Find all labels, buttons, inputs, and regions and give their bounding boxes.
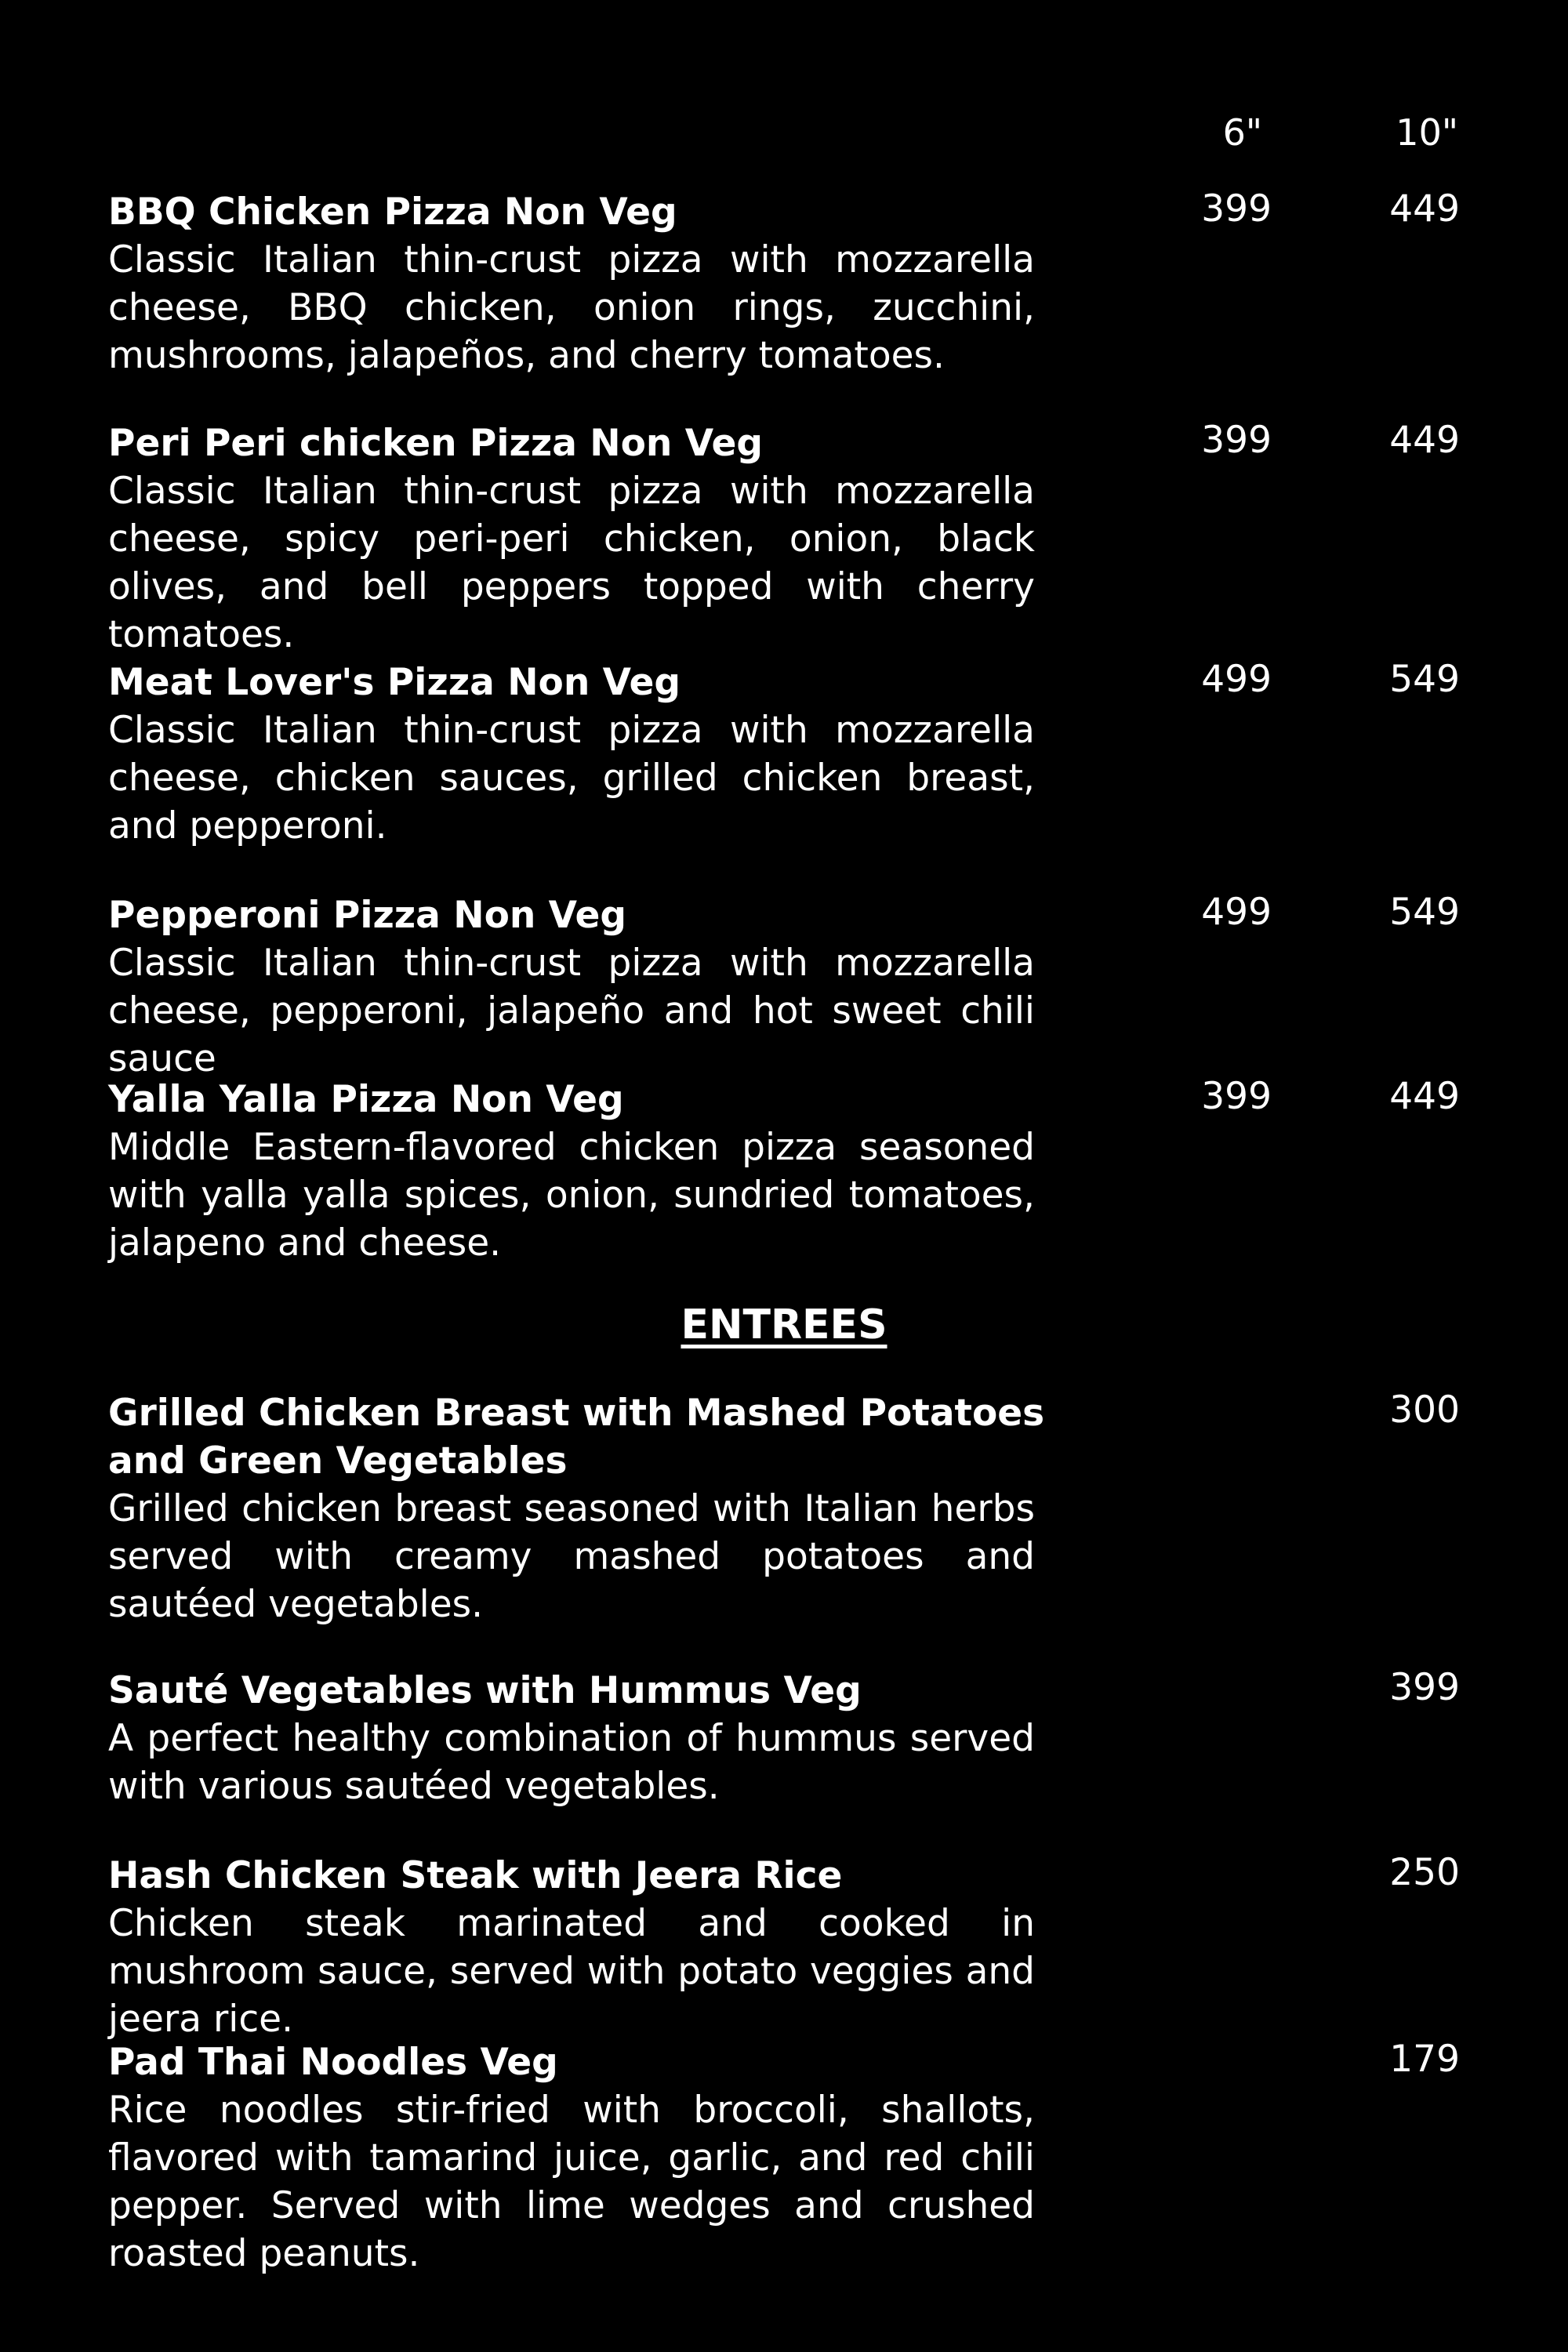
item-description: Classic Italian thin-crust pizza with mozzarella cheese, BBQ chicken, onion rings, zucchini, mushrooms, jalapeños, and cherry tomatoes. (108, 238, 1035, 377)
menu-item-hash-chicken-steak (108, 1852, 1035, 2043)
section-heading-entrees: ENTREES (681, 1301, 887, 1348)
price: 300 (1389, 1388, 1460, 1432)
item-description: Classic Italian thin-crust pizza with mozzarella cheese, spicy peri-peri chicken, onion, black olives, and bell peppers topped with cherry tomatoes. (108, 470, 1035, 656)
price-10-inch: 449 (1389, 187, 1460, 230)
price: 399 (1389, 1666, 1460, 1709)
item-name-line-1: Grilled Chicken Breast with Mashed Potatoes (108, 1392, 1045, 1435)
item-description: Classic Italian thin-crust pizza with mozzarella cheese, chicken sauces, grilled chicken breast, and pepperoni. (108, 709, 1035, 848)
price-6-inch: 499 (1201, 891, 1272, 934)
price-6-inch: 399 (1201, 1075, 1272, 1118)
price-10-inch: 449 (1389, 1075, 1460, 1118)
item-name: Pad Thai Noodles Veg (108, 2041, 558, 2084)
item-name: Hash Chicken Steak with Jeera Rice (108, 1854, 843, 1897)
menu-item-meat-lovers-pizza (108, 659, 1035, 850)
item-description: Grilled chicken breast seasoned with Italian herbs served with creamy mashed potatoes and sautéed vegetables. (108, 1487, 1035, 1626)
item-name: Yalla Yalla Pizza Non Veg (108, 1078, 624, 1121)
item-description: Classic Italian thin-crust pizza with mozzarella cheese, pepperoni, jalapeño and hot sweet chili sauce (108, 942, 1035, 1080)
item-description: Rice noodles stir-fried with broccoli, shallots, flavored with tamarind juice, garlic, and red chili pepper. Served with lime wedges and crushed roasted peanuts. (108, 2089, 1035, 2275)
item-name: Peri Peri chicken Pizza Non Veg (108, 422, 764, 465)
menu-item-grilled-chicken-breast (108, 1389, 1044, 1628)
size-header-10-inch: 10" (1396, 111, 1458, 154)
size-header-6-inch: 6" (1222, 111, 1262, 154)
menu-item-pepperoni-pizza (108, 891, 1035, 1083)
menu-item-bbq-chicken-pizza (108, 188, 1035, 379)
item-name: Pepperoni Pizza Non Veg (108, 894, 627, 937)
item-description: Middle Eastern-flavored chicken pizza seasoned with yalla yalla spices, onion, sundried tomatoes, jalapeno and cheese. (108, 1126, 1035, 1265)
menu-item-yalla-yalla-pizza (108, 1076, 1035, 1267)
menu-item-saute-vegetables-hummus (108, 1667, 1035, 1810)
menu-item-peri-peri-chicken-pizza (108, 419, 1035, 659)
item-name: BBQ Chicken Pizza Non Veg (108, 191, 677, 234)
item-description: Chicken steak marinated and cooked in mushroom sauce, served with potato veggies and jeera rice. (108, 1902, 1035, 2041)
price-10-inch: 449 (1389, 419, 1460, 462)
item-description: A perfect healthy combination of hummus served with various sautéed vegetables. (108, 1717, 1035, 1808)
item-name: Sauté Vegetables with Hummus Veg (108, 1669, 862, 1712)
price: 250 (1389, 1851, 1460, 1894)
price-6-inch: 399 (1201, 187, 1272, 230)
price-10-inch: 549 (1389, 658, 1460, 701)
price-6-inch: 499 (1201, 658, 1272, 701)
price-10-inch: 549 (1389, 891, 1460, 934)
price-6-inch: 399 (1201, 419, 1272, 462)
price: 179 (1389, 2038, 1460, 2081)
item-name-line-2: and Green Vegetables (108, 1439, 568, 1483)
menu-item-pad-thai-noodles (108, 2038, 1035, 2278)
item-name: Meat Lover's Pizza Non Veg (108, 661, 681, 704)
